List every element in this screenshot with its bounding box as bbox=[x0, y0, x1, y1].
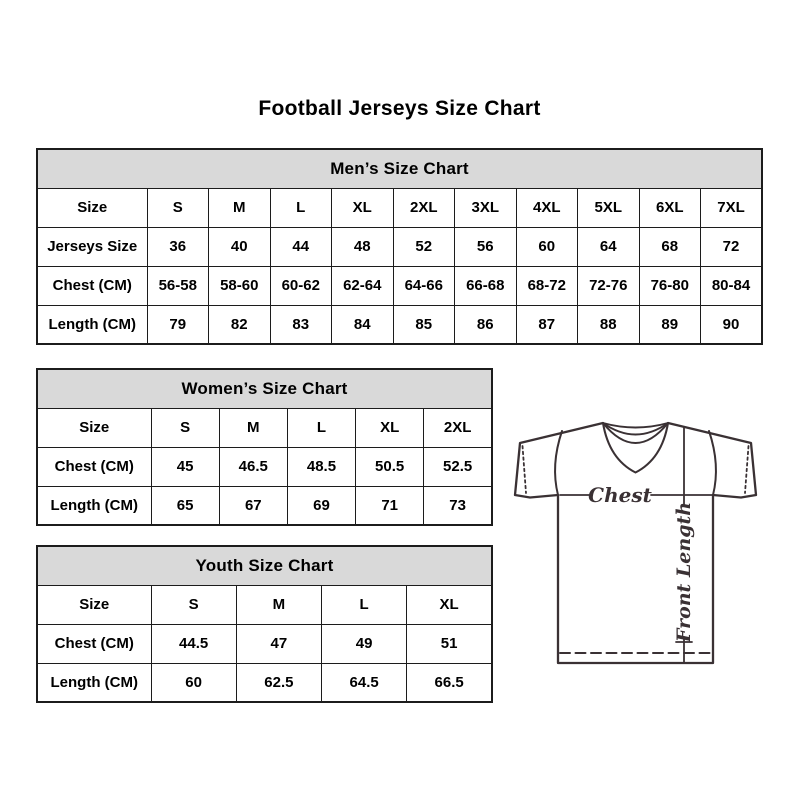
youth-size-chart-table bbox=[36, 545, 493, 703]
size-value-cell: 56 bbox=[455, 227, 517, 266]
size-value-cell: L bbox=[322, 585, 407, 624]
row-label-cell: Length (CM) bbox=[37, 486, 151, 525]
table-row bbox=[37, 188, 762, 227]
size-value-cell: S bbox=[151, 585, 236, 624]
left-cuff-stitch-line bbox=[523, 446, 527, 493]
table-header-row bbox=[37, 149, 762, 188]
row-label-cell: Length (CM) bbox=[37, 663, 151, 702]
size-value-cell: 49 bbox=[322, 624, 407, 663]
size-value-cell: 83 bbox=[270, 305, 332, 344]
left-sleeve-seam bbox=[555, 431, 562, 495]
jersey-outline bbox=[515, 423, 756, 663]
youth-size-chart bbox=[36, 545, 493, 703]
size-value-cell: 84 bbox=[332, 305, 394, 344]
table-header-row bbox=[37, 369, 492, 408]
size-value-cell: M bbox=[236, 585, 321, 624]
size-value-cell: 40 bbox=[209, 227, 271, 266]
size-value-cell: XL bbox=[356, 408, 424, 447]
mens-size-chart-title: Men’s Size Chart bbox=[37, 149, 762, 188]
size-value-cell: S bbox=[151, 408, 219, 447]
row-label-cell: Chest (CM) bbox=[37, 266, 147, 305]
size-value-cell: 47 bbox=[236, 624, 321, 663]
table-row bbox=[37, 447, 492, 486]
womens-size-chart bbox=[36, 368, 493, 526]
jersey-measurement-diagram bbox=[505, 415, 775, 670]
size-value-cell: 79 bbox=[147, 305, 209, 344]
size-value-cell: 88 bbox=[578, 305, 640, 344]
right-sleeve-seam bbox=[709, 431, 716, 495]
size-value-cell: XL bbox=[332, 188, 394, 227]
size-value-cell: M bbox=[209, 188, 271, 227]
size-value-cell: 82 bbox=[209, 305, 271, 344]
v-neckline bbox=[603, 423, 668, 473]
size-value-cell: 44.5 bbox=[151, 624, 236, 663]
table-row bbox=[37, 408, 492, 447]
size-value-cell: 51 bbox=[407, 624, 492, 663]
size-value-cell: 3XL bbox=[455, 188, 517, 227]
size-value-cell: 5XL bbox=[578, 188, 640, 227]
size-value-cell: 72 bbox=[701, 227, 763, 266]
size-value-cell: 44 bbox=[270, 227, 332, 266]
row-label-cell: Size bbox=[37, 408, 151, 447]
chest-measure-label: Chest bbox=[588, 483, 652, 507]
table-row bbox=[37, 624, 492, 663]
size-value-cell: 89 bbox=[639, 305, 701, 344]
size-value-cell: L bbox=[287, 408, 355, 447]
size-value-cell: 64-66 bbox=[393, 266, 455, 305]
row-label-cell: Size bbox=[37, 188, 147, 227]
size-value-cell: L bbox=[270, 188, 332, 227]
size-value-cell: 68 bbox=[639, 227, 701, 266]
size-value-cell: 45 bbox=[151, 447, 219, 486]
youth-size-chart-title: Youth Size Chart bbox=[37, 546, 492, 585]
size-value-cell: 36 bbox=[147, 227, 209, 266]
table-header-row bbox=[37, 546, 492, 585]
table-row bbox=[37, 266, 762, 305]
size-value-cell: 50.5 bbox=[356, 447, 424, 486]
size-value-cell: 64 bbox=[578, 227, 640, 266]
size-value-cell: 46.5 bbox=[219, 447, 287, 486]
size-value-cell: 66.5 bbox=[407, 663, 492, 702]
size-value-cell: 85 bbox=[393, 305, 455, 344]
row-label-cell: Size bbox=[37, 585, 151, 624]
table-row bbox=[37, 305, 762, 344]
size-value-cell: 69 bbox=[287, 486, 355, 525]
front-length-measure-label: Front Length bbox=[673, 501, 695, 643]
row-label-cell: Length (CM) bbox=[37, 305, 147, 344]
size-value-cell: 66-68 bbox=[455, 266, 517, 305]
womens-size-chart-table bbox=[36, 368, 493, 526]
size-value-cell: 64.5 bbox=[322, 663, 407, 702]
size-value-cell: 65 bbox=[151, 486, 219, 525]
size-value-cell: 76-80 bbox=[639, 266, 701, 305]
size-value-cell: 6XL bbox=[639, 188, 701, 227]
mens-size-chart-table bbox=[36, 148, 763, 345]
page-title: Football Jerseys Size Chart bbox=[258, 97, 541, 120]
size-value-cell: 90 bbox=[701, 305, 763, 344]
row-label-cell: Chest (CM) bbox=[37, 447, 151, 486]
size-value-cell: 4XL bbox=[516, 188, 578, 227]
size-value-cell: 60 bbox=[516, 227, 578, 266]
mens-size-chart bbox=[36, 148, 763, 345]
size-value-cell: S bbox=[147, 188, 209, 227]
size-value-cell: 52.5 bbox=[424, 447, 492, 486]
size-value-cell: 60 bbox=[151, 663, 236, 702]
table-row bbox=[37, 585, 492, 624]
size-value-cell: 62-64 bbox=[332, 266, 394, 305]
size-value-cell: 87 bbox=[516, 305, 578, 344]
right-cuff-stitch-line bbox=[745, 446, 749, 493]
size-value-cell: 62.5 bbox=[236, 663, 321, 702]
collar-top-edge bbox=[603, 423, 668, 428]
size-value-cell: 2XL bbox=[424, 408, 492, 447]
size-value-cell: XL bbox=[407, 585, 492, 624]
table-row bbox=[37, 486, 492, 525]
size-value-cell: 68-72 bbox=[516, 266, 578, 305]
size-value-cell: 56-58 bbox=[147, 266, 209, 305]
size-value-cell: 48.5 bbox=[287, 447, 355, 486]
row-label-cell: Jerseys Size bbox=[37, 227, 147, 266]
size-value-cell: 2XL bbox=[393, 188, 455, 227]
size-value-cell: 52 bbox=[393, 227, 455, 266]
size-value-cell: 71 bbox=[356, 486, 424, 525]
size-value-cell: 73 bbox=[424, 486, 492, 525]
size-value-cell: 7XL bbox=[701, 188, 763, 227]
size-value-cell: 80-84 bbox=[701, 266, 763, 305]
table-row bbox=[37, 227, 762, 266]
row-label-cell: Chest (CM) bbox=[37, 624, 151, 663]
size-value-cell: 72-76 bbox=[578, 266, 640, 305]
table-row bbox=[37, 663, 492, 702]
size-value-cell: 60-62 bbox=[270, 266, 332, 305]
size-value-cell: M bbox=[219, 408, 287, 447]
womens-size-chart-title: Women’s Size Chart bbox=[37, 369, 492, 408]
size-value-cell: 67 bbox=[219, 486, 287, 525]
size-value-cell: 86 bbox=[455, 305, 517, 344]
size-value-cell: 58-60 bbox=[209, 266, 271, 305]
size-value-cell: 48 bbox=[332, 227, 394, 266]
